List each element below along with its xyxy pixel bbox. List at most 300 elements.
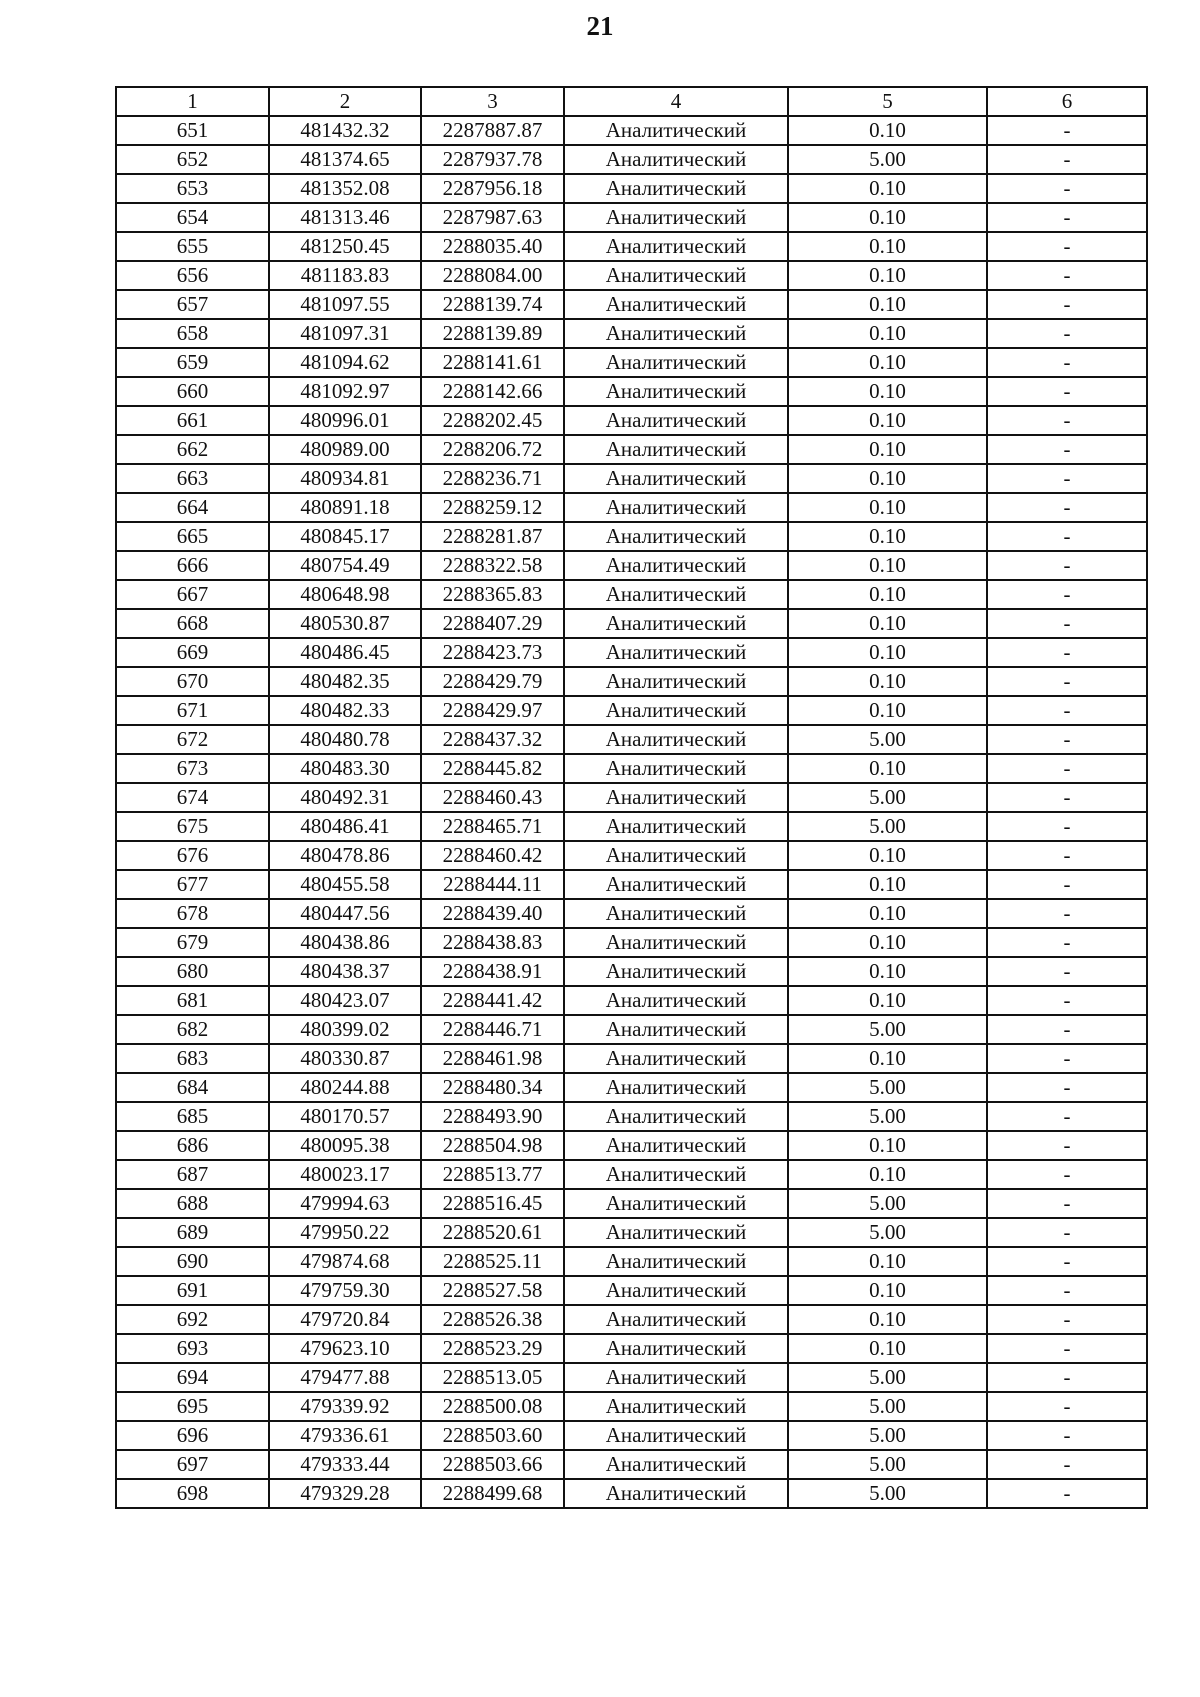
- table-row: [116, 1247, 1147, 1276]
- table-row: [116, 1189, 1147, 1218]
- table-cell-col-1: 666: [116, 551, 269, 580]
- table-row: [116, 1305, 1147, 1334]
- table-cell-col-2: 480483.30: [269, 754, 421, 783]
- table-row: [116, 783, 1147, 812]
- table-cell-col-2: 481352.08: [269, 174, 421, 203]
- table-cell-col-1: 671: [116, 696, 269, 725]
- table-cell-col-1: 654: [116, 203, 269, 232]
- table-cell-col-5: 0.10: [788, 203, 987, 232]
- table-cell-col-6: -: [987, 348, 1147, 377]
- table-row: [116, 232, 1147, 261]
- table-cell-col-6: -: [987, 1160, 1147, 1189]
- table-cell-col-4: Аналитический: [564, 899, 788, 928]
- table-cell-col-5: 5.00: [788, 783, 987, 812]
- table-cell-col-6: -: [987, 1334, 1147, 1363]
- table-cell-col-5: 0.10: [788, 493, 987, 522]
- table-cell-col-1: 679: [116, 928, 269, 957]
- table-cell-col-6: -: [987, 290, 1147, 319]
- table-cell-col-2: 479333.44: [269, 1450, 421, 1479]
- table-cell-col-4: Аналитический: [564, 986, 788, 1015]
- table-cell-col-2: 480482.33: [269, 696, 421, 725]
- table-cell-col-4: Аналитический: [564, 551, 788, 580]
- table-cell-col-6: -: [987, 667, 1147, 696]
- table-cell-col-2: 480399.02: [269, 1015, 421, 1044]
- table-cell-col-4: Аналитический: [564, 406, 788, 435]
- table-cell-col-2: 481250.45: [269, 232, 421, 261]
- table-cell-col-4: Аналитический: [564, 1450, 788, 1479]
- table-cell-col-4: Аналитический: [564, 1102, 788, 1131]
- table-cell-col-5: 5.00: [788, 145, 987, 174]
- table-row: [116, 1363, 1147, 1392]
- table-cell-col-2: 480754.49: [269, 551, 421, 580]
- table-cell-col-2: 479623.10: [269, 1334, 421, 1363]
- table-row: [116, 638, 1147, 667]
- table-cell-col-3: 2288465.71: [421, 812, 564, 841]
- table-cell-col-5: 0.10: [788, 435, 987, 464]
- table-cell-col-4: Аналитический: [564, 377, 788, 406]
- table-cell-col-2: 480530.87: [269, 609, 421, 638]
- table-cell-col-1: 653: [116, 174, 269, 203]
- table-cell-col-4: Аналитический: [564, 203, 788, 232]
- table-cell-col-1: 663: [116, 464, 269, 493]
- table-cell-col-1: 668: [116, 609, 269, 638]
- table-cell-col-1: 656: [116, 261, 269, 290]
- table-cell-col-6: -: [987, 812, 1147, 841]
- table-cell-col-2: 479874.68: [269, 1247, 421, 1276]
- table-cell-col-1: 686: [116, 1131, 269, 1160]
- table-cell-col-2: 479336.61: [269, 1421, 421, 1450]
- table-cell-col-6: -: [987, 377, 1147, 406]
- table-cell-col-2: 480486.41: [269, 812, 421, 841]
- table-cell-col-2: 480244.88: [269, 1073, 421, 1102]
- table-cell-col-1: 682: [116, 1015, 269, 1044]
- table-row: [116, 725, 1147, 754]
- table-cell-col-1: 690: [116, 1247, 269, 1276]
- table-row: [116, 464, 1147, 493]
- table-cell-col-5: 0.10: [788, 638, 987, 667]
- table-cell-col-3: 2288437.32: [421, 725, 564, 754]
- column-header-3: 3: [421, 87, 564, 116]
- table-cell-col-2: 480934.81: [269, 464, 421, 493]
- table-row: [116, 1392, 1147, 1421]
- table-cell-col-3: 2288516.45: [421, 1189, 564, 1218]
- table-cell-col-1: 673: [116, 754, 269, 783]
- table-cell-col-4: Аналитический: [564, 174, 788, 203]
- table-cell-col-1: 655: [116, 232, 269, 261]
- table-cell-col-4: Аналитический: [564, 435, 788, 464]
- table-row: [116, 1450, 1147, 1479]
- column-header-2: 2: [269, 87, 421, 116]
- table-cell-col-4: Аналитический: [564, 1479, 788, 1508]
- table-cell-col-1: 691: [116, 1276, 269, 1305]
- table-cell-col-5: 5.00: [788, 1073, 987, 1102]
- table-cell-col-1: 659: [116, 348, 269, 377]
- table-row: [116, 203, 1147, 232]
- table-cell-col-3: 2288523.29: [421, 1334, 564, 1363]
- table-cell-col-2: 479477.88: [269, 1363, 421, 1392]
- table-cell-col-3: 2288423.73: [421, 638, 564, 667]
- table-row: [116, 1276, 1147, 1305]
- table-cell-col-2: 479759.30: [269, 1276, 421, 1305]
- table-cell-col-5: 0.10: [788, 348, 987, 377]
- table-cell-col-6: -: [987, 116, 1147, 145]
- table-cell-col-6: -: [987, 435, 1147, 464]
- table-cell-col-1: 657: [116, 290, 269, 319]
- table-cell-col-6: -: [987, 232, 1147, 261]
- table-cell-col-5: 5.00: [788, 1392, 987, 1421]
- table-row: [116, 1073, 1147, 1102]
- table-cell-col-6: -: [987, 551, 1147, 580]
- table-cell-col-5: 5.00: [788, 812, 987, 841]
- table-cell-col-2: 480438.86: [269, 928, 421, 957]
- table-cell-col-6: -: [987, 899, 1147, 928]
- table-cell-col-1: 695: [116, 1392, 269, 1421]
- table-cell-col-5: 0.10: [788, 1247, 987, 1276]
- table-cell-col-5: 0.10: [788, 1160, 987, 1189]
- table-cell-col-2: 480455.58: [269, 870, 421, 899]
- table-cell-col-6: -: [987, 1247, 1147, 1276]
- table-cell-col-5: 0.10: [788, 261, 987, 290]
- table-cell-col-6: -: [987, 1421, 1147, 1450]
- table-cell-col-5: 5.00: [788, 1479, 987, 1508]
- table-cell-col-1: 661: [116, 406, 269, 435]
- table-cell-col-6: -: [987, 1392, 1147, 1421]
- table-cell-col-4: Аналитический: [564, 348, 788, 377]
- table-cell-col-1: 676: [116, 841, 269, 870]
- table-cell-col-3: 2288525.11: [421, 1247, 564, 1276]
- table-row: [116, 1102, 1147, 1131]
- table-cell-col-3: 2288503.60: [421, 1421, 564, 1450]
- table-cell-col-2: 480492.31: [269, 783, 421, 812]
- table-cell-col-2: 479339.92: [269, 1392, 421, 1421]
- table-row: [116, 870, 1147, 899]
- table-cell-col-4: Аналитический: [564, 812, 788, 841]
- table-cell-col-5: 5.00: [788, 1450, 987, 1479]
- table-row: [116, 435, 1147, 464]
- table-cell-col-3: 2287937.78: [421, 145, 564, 174]
- table-cell-col-3: 2288202.45: [421, 406, 564, 435]
- table-cell-col-4: Аналитический: [564, 957, 788, 986]
- table-body: [116, 116, 1147, 1508]
- table-cell-col-2: 480023.17: [269, 1160, 421, 1189]
- table-cell-col-2: 480478.86: [269, 841, 421, 870]
- table-cell-col-1: 652: [116, 145, 269, 174]
- table-cell-col-4: Аналитический: [564, 580, 788, 609]
- table-cell-col-4: Аналитический: [564, 1189, 788, 1218]
- table-cell-col-4: Аналитический: [564, 261, 788, 290]
- table-cell-col-1: 667: [116, 580, 269, 609]
- table-cell-col-1: 688: [116, 1189, 269, 1218]
- table-cell-col-6: -: [987, 406, 1147, 435]
- table-cell-col-2: 480480.78: [269, 725, 421, 754]
- table-row: [116, 899, 1147, 928]
- table-cell-col-2: 481092.97: [269, 377, 421, 406]
- table-cell-col-4: Аналитический: [564, 522, 788, 551]
- table-cell-col-3: 2287987.63: [421, 203, 564, 232]
- table-row: [116, 1479, 1147, 1508]
- table-cell-col-5: 0.10: [788, 116, 987, 145]
- table-cell-col-3: 2288035.40: [421, 232, 564, 261]
- table-cell-col-4: Аналитический: [564, 1160, 788, 1189]
- table-row: [116, 1044, 1147, 1073]
- table-cell-col-5: 0.10: [788, 1131, 987, 1160]
- table-cell-col-3: 2288365.83: [421, 580, 564, 609]
- table-cell-col-2: 481183.83: [269, 261, 421, 290]
- table-cell-col-5: 5.00: [788, 1363, 987, 1392]
- table-cell-col-3: 2288236.71: [421, 464, 564, 493]
- table-cell-col-2: 480648.98: [269, 580, 421, 609]
- table-row: [116, 348, 1147, 377]
- table-cell-col-1: 685: [116, 1102, 269, 1131]
- table-cell-col-1: 697: [116, 1450, 269, 1479]
- table-row: [116, 1421, 1147, 1450]
- table-cell-col-3: 2288526.38: [421, 1305, 564, 1334]
- table-cell-col-5: 0.10: [788, 319, 987, 348]
- table-cell-col-3: 2288493.90: [421, 1102, 564, 1131]
- table-cell-col-6: -: [987, 1189, 1147, 1218]
- table-cell-col-4: Аналитический: [564, 1334, 788, 1363]
- table-cell-col-3: 2288429.97: [421, 696, 564, 725]
- table-cell-col-6: -: [987, 1218, 1147, 1247]
- table-cell-col-6: -: [987, 841, 1147, 870]
- table-row: [116, 116, 1147, 145]
- table-cell-col-6: -: [987, 986, 1147, 1015]
- table-cell-col-1: 684: [116, 1073, 269, 1102]
- table-row: [116, 290, 1147, 319]
- table-cell-col-3: 2288527.58: [421, 1276, 564, 1305]
- table-cell-col-3: 2288206.72: [421, 435, 564, 464]
- table-cell-col-5: 0.10: [788, 667, 987, 696]
- table-cell-col-4: Аналитический: [564, 1305, 788, 1334]
- table-cell-col-4: Аналитический: [564, 1247, 788, 1276]
- table-cell-col-6: -: [987, 522, 1147, 551]
- table-cell-col-4: Аналитический: [564, 870, 788, 899]
- table-cell-col-5: 5.00: [788, 725, 987, 754]
- table-cell-col-4: Аналитический: [564, 928, 788, 957]
- table-cell-col-1: 662: [116, 435, 269, 464]
- table-row: [116, 261, 1147, 290]
- table-cell-col-5: 0.10: [788, 754, 987, 783]
- table-row: [116, 493, 1147, 522]
- table-cell-col-3: 2288139.74: [421, 290, 564, 319]
- table-cell-col-6: -: [987, 1276, 1147, 1305]
- table-cell-col-4: Аналитический: [564, 464, 788, 493]
- table-cell-col-6: -: [987, 1102, 1147, 1131]
- table-cell-col-1: 694: [116, 1363, 269, 1392]
- table-cell-col-6: -: [987, 870, 1147, 899]
- table-cell-col-5: 5.00: [788, 1015, 987, 1044]
- table-cell-col-5: 0.10: [788, 928, 987, 957]
- column-header-5: 5: [788, 87, 987, 116]
- table-cell-col-1: 670: [116, 667, 269, 696]
- table-row: [116, 406, 1147, 435]
- table-cell-col-5: 0.10: [788, 841, 987, 870]
- header-row: [116, 87, 1147, 116]
- table-cell-col-6: -: [987, 725, 1147, 754]
- table-cell-col-3: 2288513.05: [421, 1363, 564, 1392]
- table-cell-col-3: 2288446.71: [421, 1015, 564, 1044]
- table-cell-col-6: -: [987, 145, 1147, 174]
- table-cell-col-3: 2288460.43: [421, 783, 564, 812]
- table-cell-col-6: -: [987, 493, 1147, 522]
- table-cell-col-6: -: [987, 261, 1147, 290]
- table-row: [116, 754, 1147, 783]
- table-cell-col-3: 2288503.66: [421, 1450, 564, 1479]
- table-cell-col-3: 2288499.68: [421, 1479, 564, 1508]
- table-cell-col-3: 2288504.98: [421, 1131, 564, 1160]
- table-cell-col-1: 677: [116, 870, 269, 899]
- table-cell-col-6: -: [987, 464, 1147, 493]
- table-cell-col-6: -: [987, 638, 1147, 667]
- table-cell-col-5: 0.10: [788, 290, 987, 319]
- table-cell-col-2: 480486.45: [269, 638, 421, 667]
- table-cell-col-4: Аналитический: [564, 841, 788, 870]
- table-cell-col-2: 479994.63: [269, 1189, 421, 1218]
- page-number: 21: [586, 11, 614, 41]
- table-cell-col-4: Аналитический: [564, 1073, 788, 1102]
- table-cell-col-6: -: [987, 1363, 1147, 1392]
- table-cell-col-4: Аналитический: [564, 319, 788, 348]
- table-cell-col-1: 669: [116, 638, 269, 667]
- table-cell-col-6: -: [987, 783, 1147, 812]
- table-cell-col-1: 674: [116, 783, 269, 812]
- table-cell-col-3: 2288500.08: [421, 1392, 564, 1421]
- table-row: [116, 145, 1147, 174]
- table-cell-col-2: 481097.55: [269, 290, 421, 319]
- table-row: [116, 667, 1147, 696]
- table-cell-col-5: 5.00: [788, 1102, 987, 1131]
- table-cell-col-6: -: [987, 1015, 1147, 1044]
- table-cell-col-5: 0.10: [788, 696, 987, 725]
- table-cell-col-6: -: [987, 1450, 1147, 1479]
- table-header: [116, 87, 1147, 116]
- table-cell-col-1: 687: [116, 1160, 269, 1189]
- table-cell-col-4: Аналитический: [564, 1131, 788, 1160]
- table-cell-col-5: 0.10: [788, 1044, 987, 1073]
- table-cell-col-3: 2288429.79: [421, 667, 564, 696]
- table-cell-col-6: -: [987, 754, 1147, 783]
- table-row: [116, 319, 1147, 348]
- table-cell-col-1: 678: [116, 899, 269, 928]
- table-cell-col-2: 480423.07: [269, 986, 421, 1015]
- table-cell-col-1: 658: [116, 319, 269, 348]
- column-header-4: 4: [564, 87, 788, 116]
- table-cell-col-4: Аналитический: [564, 696, 788, 725]
- table-cell-col-6: -: [987, 580, 1147, 609]
- table-cell-col-5: 0.10: [788, 899, 987, 928]
- table-cell-col-1: 681: [116, 986, 269, 1015]
- table-cell-col-1: 675: [116, 812, 269, 841]
- table-cell-col-5: 0.10: [788, 406, 987, 435]
- table-cell-col-3: 2288520.61: [421, 1218, 564, 1247]
- table-cell-col-5: 5.00: [788, 1189, 987, 1218]
- table-cell-col-4: Аналитический: [564, 609, 788, 638]
- table-cell-col-2: 479329.28: [269, 1479, 421, 1508]
- table-cell-col-1: 698: [116, 1479, 269, 1508]
- coordinates-table: [115, 86, 1148, 1509]
- table-cell-col-5: 0.10: [788, 609, 987, 638]
- table-cell-col-2: 480330.87: [269, 1044, 421, 1073]
- table-row: [116, 174, 1147, 203]
- table-row: [116, 986, 1147, 1015]
- table-cell-col-4: Аналитический: [564, 493, 788, 522]
- table-cell-col-1: 664: [116, 493, 269, 522]
- table-cell-col-6: -: [987, 1044, 1147, 1073]
- column-header-6: 6: [987, 87, 1147, 116]
- table-cell-col-1: 660: [116, 377, 269, 406]
- table-row: [116, 1131, 1147, 1160]
- table-cell-col-3: 2287887.87: [421, 116, 564, 145]
- table-row: [116, 812, 1147, 841]
- table-cell-col-5: 0.10: [788, 377, 987, 406]
- table-cell-col-4: Аналитический: [564, 1015, 788, 1044]
- table-cell-col-2: 481432.32: [269, 116, 421, 145]
- table-row: [116, 1218, 1147, 1247]
- table-cell-col-3: 2288322.58: [421, 551, 564, 580]
- table-cell-col-6: -: [987, 1073, 1147, 1102]
- table-cell-col-1: 689: [116, 1218, 269, 1247]
- table-cell-col-2: 479950.22: [269, 1218, 421, 1247]
- table-cell-col-4: Аналитический: [564, 1218, 788, 1247]
- table-cell-col-1: 672: [116, 725, 269, 754]
- table-cell-col-3: 2288445.82: [421, 754, 564, 783]
- table-cell-col-5: 0.10: [788, 551, 987, 580]
- table-row: [116, 609, 1147, 638]
- table-cell-col-2: 480447.56: [269, 899, 421, 928]
- table-row: [116, 1334, 1147, 1363]
- table-cell-col-2: 480095.38: [269, 1131, 421, 1160]
- table-cell-col-6: -: [987, 1305, 1147, 1334]
- table-cell-col-4: Аналитический: [564, 1044, 788, 1073]
- table-cell-col-3: 2288407.29: [421, 609, 564, 638]
- table-cell-col-5: 0.10: [788, 522, 987, 551]
- table-cell-col-3: 2288142.66: [421, 377, 564, 406]
- table-cell-col-4: Аналитический: [564, 667, 788, 696]
- table-cell-col-5: 0.10: [788, 580, 987, 609]
- table-cell-col-2: 480989.00: [269, 435, 421, 464]
- table-cell-col-3: 2288461.98: [421, 1044, 564, 1073]
- table-cell-col-4: Аналитический: [564, 1392, 788, 1421]
- table-cell-col-4: Аналитический: [564, 290, 788, 319]
- table-cell-col-6: -: [987, 1479, 1147, 1508]
- table-cell-col-1: 683: [116, 1044, 269, 1073]
- table-cell-col-4: Аналитический: [564, 116, 788, 145]
- table-cell-col-3: 2288084.00: [421, 261, 564, 290]
- table-row: [116, 522, 1147, 551]
- table-row: [116, 377, 1147, 406]
- table-cell-col-2: 480482.35: [269, 667, 421, 696]
- table-cell-col-6: -: [987, 609, 1147, 638]
- table-cell-col-1: 693: [116, 1334, 269, 1363]
- table-row: [116, 841, 1147, 870]
- table-cell-col-4: Аналитический: [564, 725, 788, 754]
- table-cell-col-3: 2287956.18: [421, 174, 564, 203]
- table-cell-col-3: 2288438.83: [421, 928, 564, 957]
- table-cell-col-4: Аналитический: [564, 754, 788, 783]
- table-cell-col-5: 5.00: [788, 1218, 987, 1247]
- table-cell-col-5: 0.10: [788, 870, 987, 899]
- table-cell-col-4: Аналитический: [564, 638, 788, 667]
- table-cell-col-5: 0.10: [788, 232, 987, 261]
- table-cell-col-3: 2288139.89: [421, 319, 564, 348]
- table-cell-col-4: Аналитический: [564, 145, 788, 174]
- table-cell-col-5: 0.10: [788, 464, 987, 493]
- table-cell-col-4: Аналитический: [564, 1421, 788, 1450]
- table-cell-col-2: 480891.18: [269, 493, 421, 522]
- table-cell-col-2: 480438.37: [269, 957, 421, 986]
- table-cell-col-6: -: [987, 1131, 1147, 1160]
- table-cell-col-4: Аналитический: [564, 1363, 788, 1392]
